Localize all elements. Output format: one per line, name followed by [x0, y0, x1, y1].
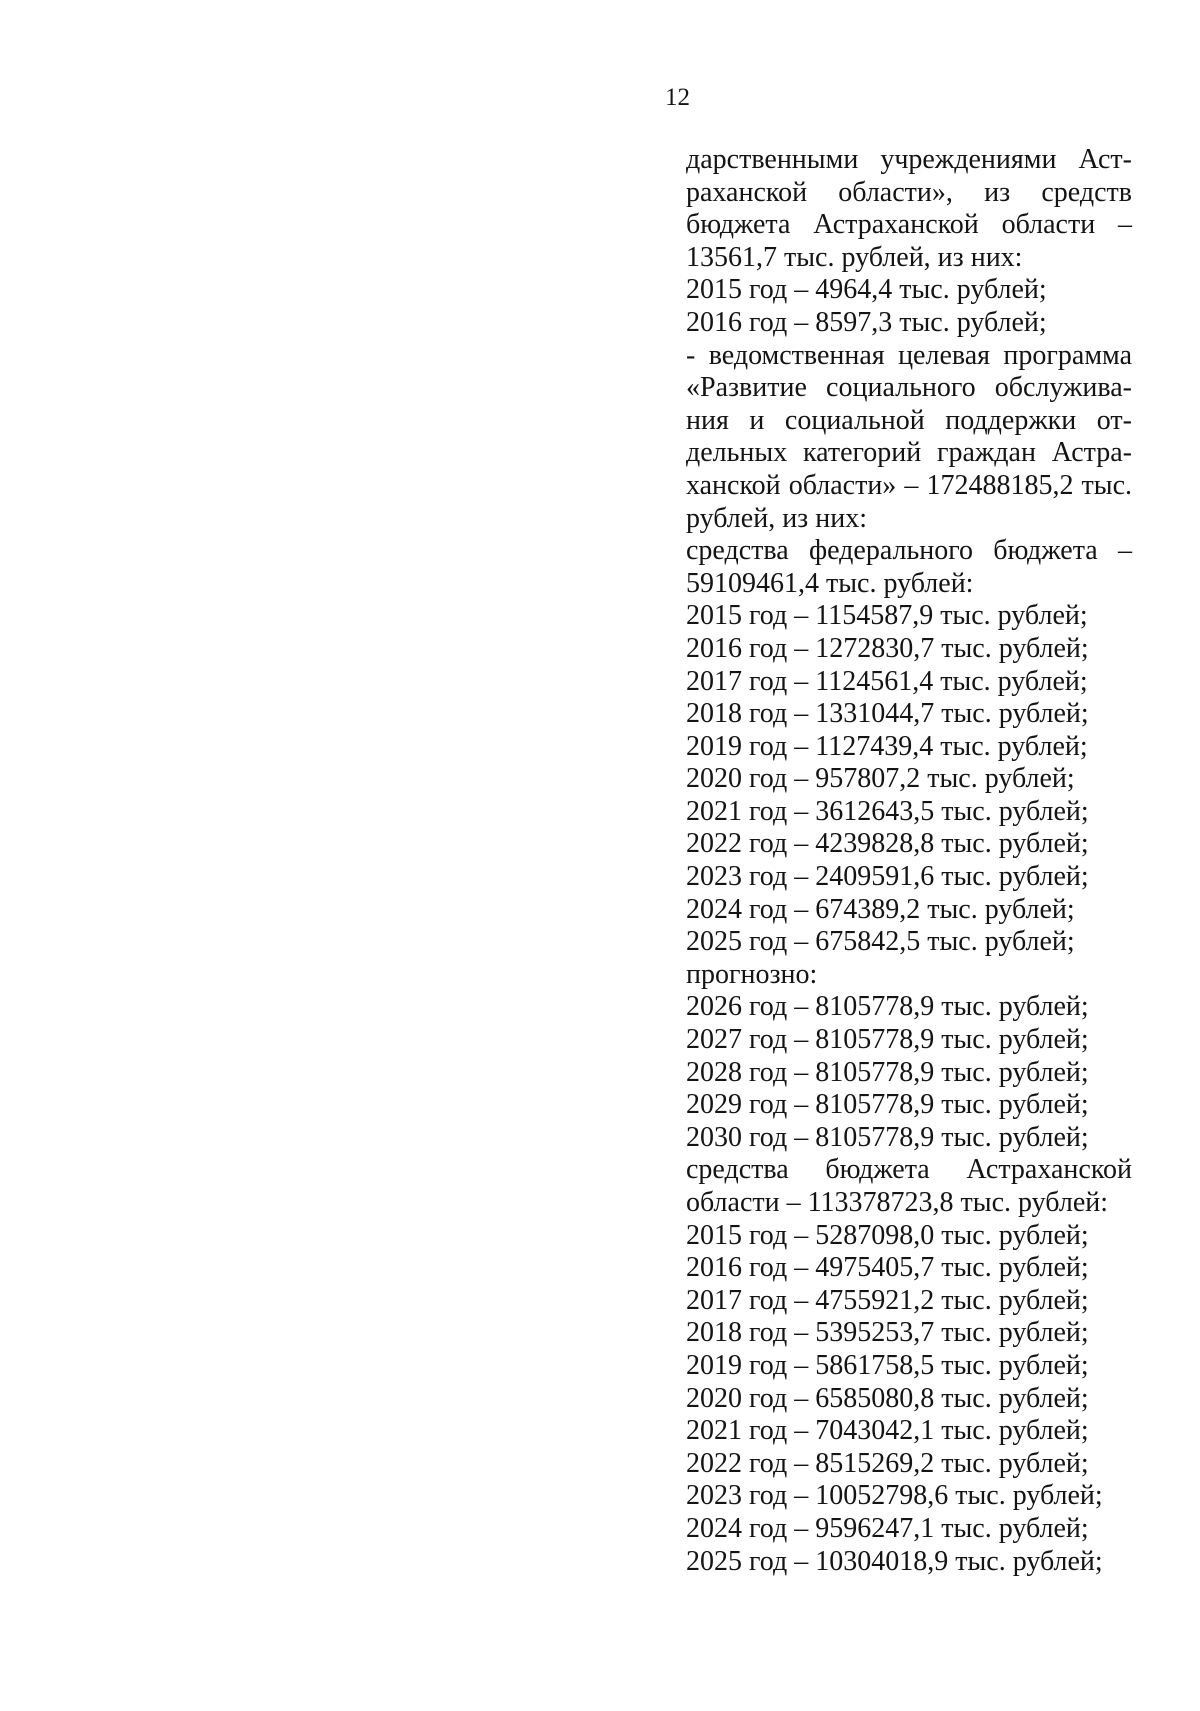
text-line: 2019 год – 1127439,4 тыс. рублей;: [686, 730, 1088, 762]
text-line: средства федерального бюджета –: [686, 535, 1132, 567]
text-line: дарственными учреждениями Аст-: [686, 144, 1132, 175]
text-line: 2026 год – 8105778,9 тыс. рублей;: [686, 991, 1089, 1023]
text-line: 2025 год – 10304018,9 тыс. рублей;: [686, 1545, 1103, 1577]
text-line: 2027 год – 8105778,9 тыс. рублей;: [686, 1024, 1089, 1056]
text-line: 2022 год – 4239828,8 тыс. рублей;: [686, 828, 1089, 860]
text-line: 2016 год – 1272830,7 тыс. рублей;: [686, 632, 1089, 664]
text-line: ханской области» – 172488185,2 тыс.: [686, 469, 1132, 501]
text-line: 2028 год – 8105778,9 тыс. рублей;: [686, 1056, 1089, 1088]
text-line: 2021 год – 3612643,5 тыс. рублей;: [686, 795, 1089, 827]
text-line: 2015 год – 5287098,0 тыс. рублей;: [686, 1219, 1089, 1251]
text-line: области – 113378723,8 тыс. рублей:: [686, 1187, 1109, 1218]
text-line: 2019 год – 5861758,5 тыс. рублей;: [686, 1349, 1089, 1381]
text-line: рублей, из них:: [686, 502, 867, 534]
text-line: 2023 год – 2409591,6 тыс. рублей;: [686, 861, 1089, 893]
text-line: дельных категорий граждан Астра-: [686, 437, 1132, 469]
text-line: 2017 год – 4755921,2 тыс. рублей;: [686, 1284, 1089, 1316]
text-line: 2015 год – 1154587,9 тыс. рублей;: [686, 600, 1088, 632]
text-line: 2016 год – 8597,3 тыс. рублей;: [686, 306, 1047, 338]
text-line: 2024 год – 674389,2 тыс. рублей;: [686, 893, 1075, 925]
text-line: ния и социальной поддержки от-: [686, 404, 1132, 436]
text-line: 2016 год – 4975405,7 тыс. рублей;: [686, 1252, 1089, 1284]
text-line: прогнозно:: [686, 958, 818, 990]
text-line: 2018 год – 5395253,7 тыс. рублей;: [686, 1317, 1089, 1349]
text-line: 59109461,4 тыс. рублей:: [686, 567, 974, 599]
text-line: средства бюджета Астраханской: [686, 1154, 1132, 1186]
text-line: 2024 год – 9596247,1 тыс. рублей;: [686, 1512, 1089, 1544]
text-line: 2018 год – 1331044,7 тыс. рублей;: [686, 698, 1089, 730]
text-line: 2015 год – 4964,4 тыс. рублей;: [686, 274, 1047, 306]
text-line: раханской области», из средств: [686, 176, 1132, 208]
text-line: «Развитие социального обслужива-: [686, 372, 1132, 404]
page-number: 12: [665, 84, 690, 111]
text-line: 2030 год – 8105778,9 тыс. рублей;: [686, 1121, 1089, 1153]
text-line: 2020 год – 6585080,8 тыс. рублей;: [686, 1382, 1089, 1414]
text-line: 2023 год – 10052798,6 тыс. рублей;: [686, 1480, 1103, 1512]
text-line: 2022 год – 8515269,2 тыс. рублей;: [686, 1447, 1089, 1479]
text-line: бюджета Астраханской области –: [686, 209, 1132, 241]
text-line: - ведомственная целевая программа: [686, 339, 1132, 371]
text-line: 2017 год – 1124561,4 тыс. рублей;: [686, 665, 1088, 697]
text-column: [686, 144, 1132, 1578]
text-line: 2025 год – 675842,5 тыс. рублей;: [686, 926, 1075, 958]
text-line: 2029 год – 8105778,9 тыс. рублей;: [686, 1089, 1089, 1121]
text-line: 2021 год – 7043042,1 тыс. рублей;: [686, 1415, 1089, 1447]
text-line: 2020 год – 957807,2 тыс. рублей;: [686, 763, 1075, 795]
text-line: 13561,7 тыс. рублей, из них:: [686, 241, 1023, 273]
